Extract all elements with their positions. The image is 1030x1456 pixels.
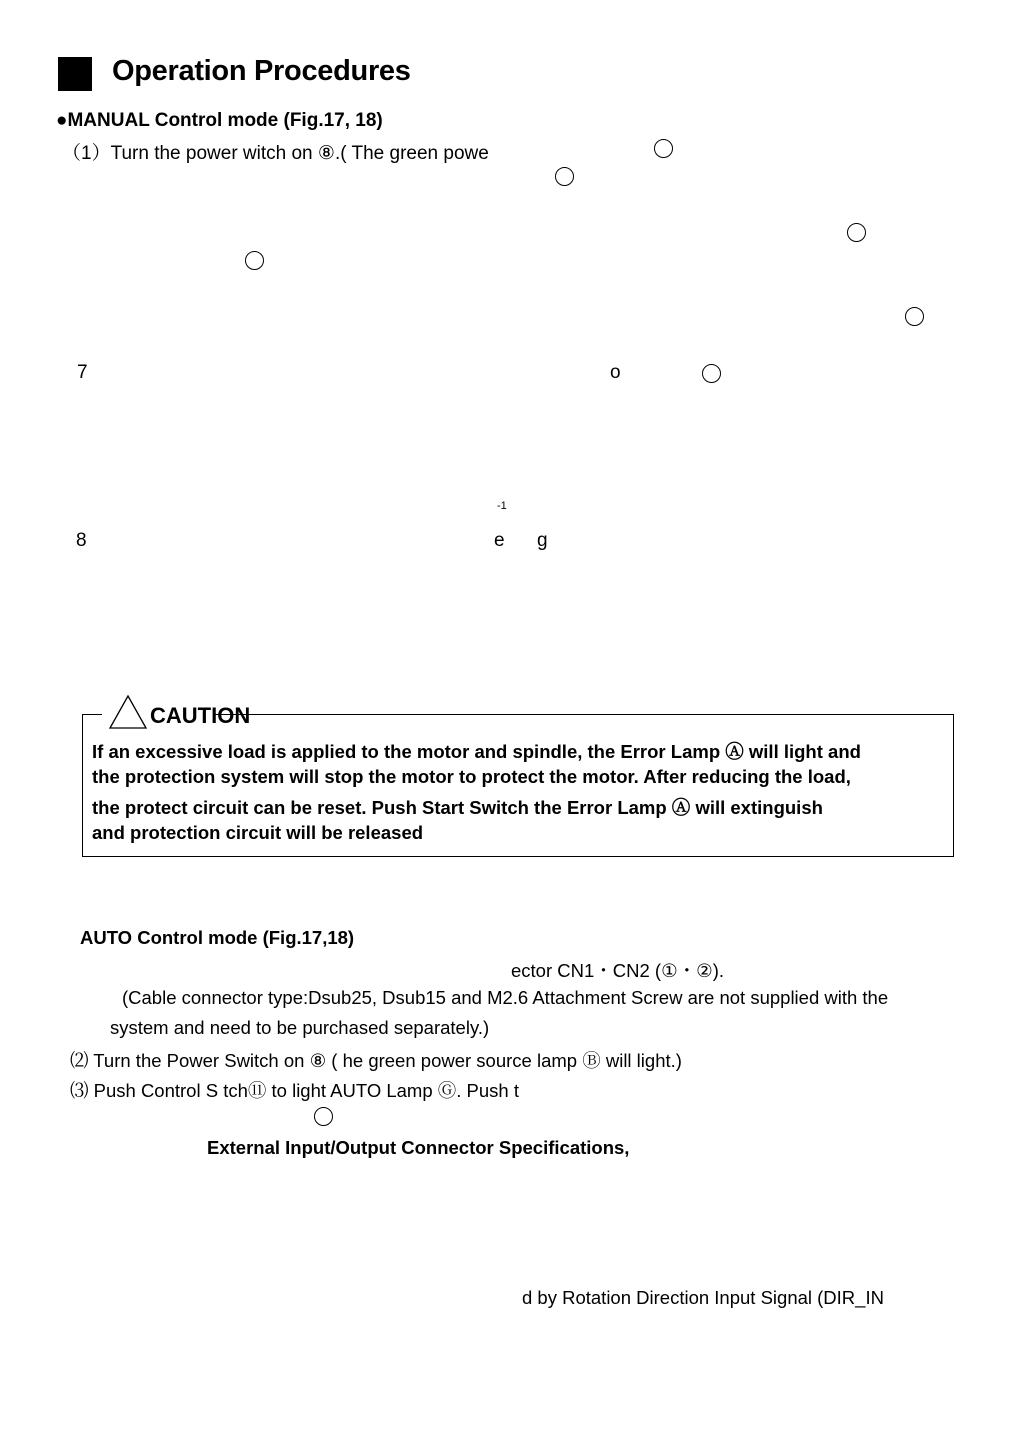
text-fragment-o: o: [610, 362, 621, 383]
caution-legend: [102, 693, 251, 733]
caution-line: If an excessive load is applied to the motor and spindle, the Error Lamp Ⓐ will light and: [92, 741, 861, 762]
circle-marker: [847, 223, 866, 242]
circle-marker: [702, 364, 721, 383]
page-title: Operation Procedures: [112, 55, 411, 87]
circle-marker: [654, 139, 673, 158]
warning-triangle-icon: [108, 693, 148, 731]
caution-label: CAUTION: [150, 703, 251, 728]
caution-line: and protection circuit will be released: [92, 822, 424, 843]
text-fragment-g: g: [537, 530, 548, 551]
manual-step-1: （1）Turn the power witch on ⑧.( The green powe: [62, 143, 489, 164]
auto-mode-heading: AUTO Control mode (Fig.17,18): [80, 927, 355, 948]
text-fragment-7: 7: [77, 362, 88, 383]
text-fragment-8: 8: [76, 530, 87, 551]
auto-step-2: ⑵ Turn the Power Switch on ⑧ ( he green power source lamp Ⓑ will light.): [70, 1050, 682, 1071]
superscript-fragment: -1: [497, 500, 507, 512]
connector-line: ector CN1・CN2 (①・②).: [511, 960, 725, 981]
cable-note-line: system and need to be purchased separately.): [110, 1017, 490, 1038]
auto-step-3: ⑶ Push Control S tch⑪ to light AUTO Lamp Ⓖ. Push t: [70, 1080, 519, 1101]
circle-marker: [555, 167, 574, 186]
caution-line: the protection system will stop the motor to protect the motor. After reducing the load,: [92, 766, 851, 787]
rotation-direction-line: d by Rotation Direction Input Signal (DIR_IN: [522, 1287, 884, 1308]
circle-marker: [245, 251, 264, 270]
text-fragment-e: e: [494, 530, 505, 551]
circle-marker: [314, 1107, 333, 1126]
circle-marker: [905, 307, 924, 326]
manual-mode-heading: ●MANUAL Control mode (Fig.17, 18): [56, 110, 383, 131]
caution-line: the protect circuit can be reset. Push Start Switch the Error Lamp Ⓐ will extinguish: [92, 797, 823, 818]
title-bullet-square: [58, 57, 92, 91]
cable-note-line: (Cable connector type:Dsub25, Dsub15 and M2.6 Attachment Screw are not supplied with the: [122, 987, 889, 1008]
spec-reference: External Input/Output Connector Specifications,: [207, 1137, 630, 1158]
